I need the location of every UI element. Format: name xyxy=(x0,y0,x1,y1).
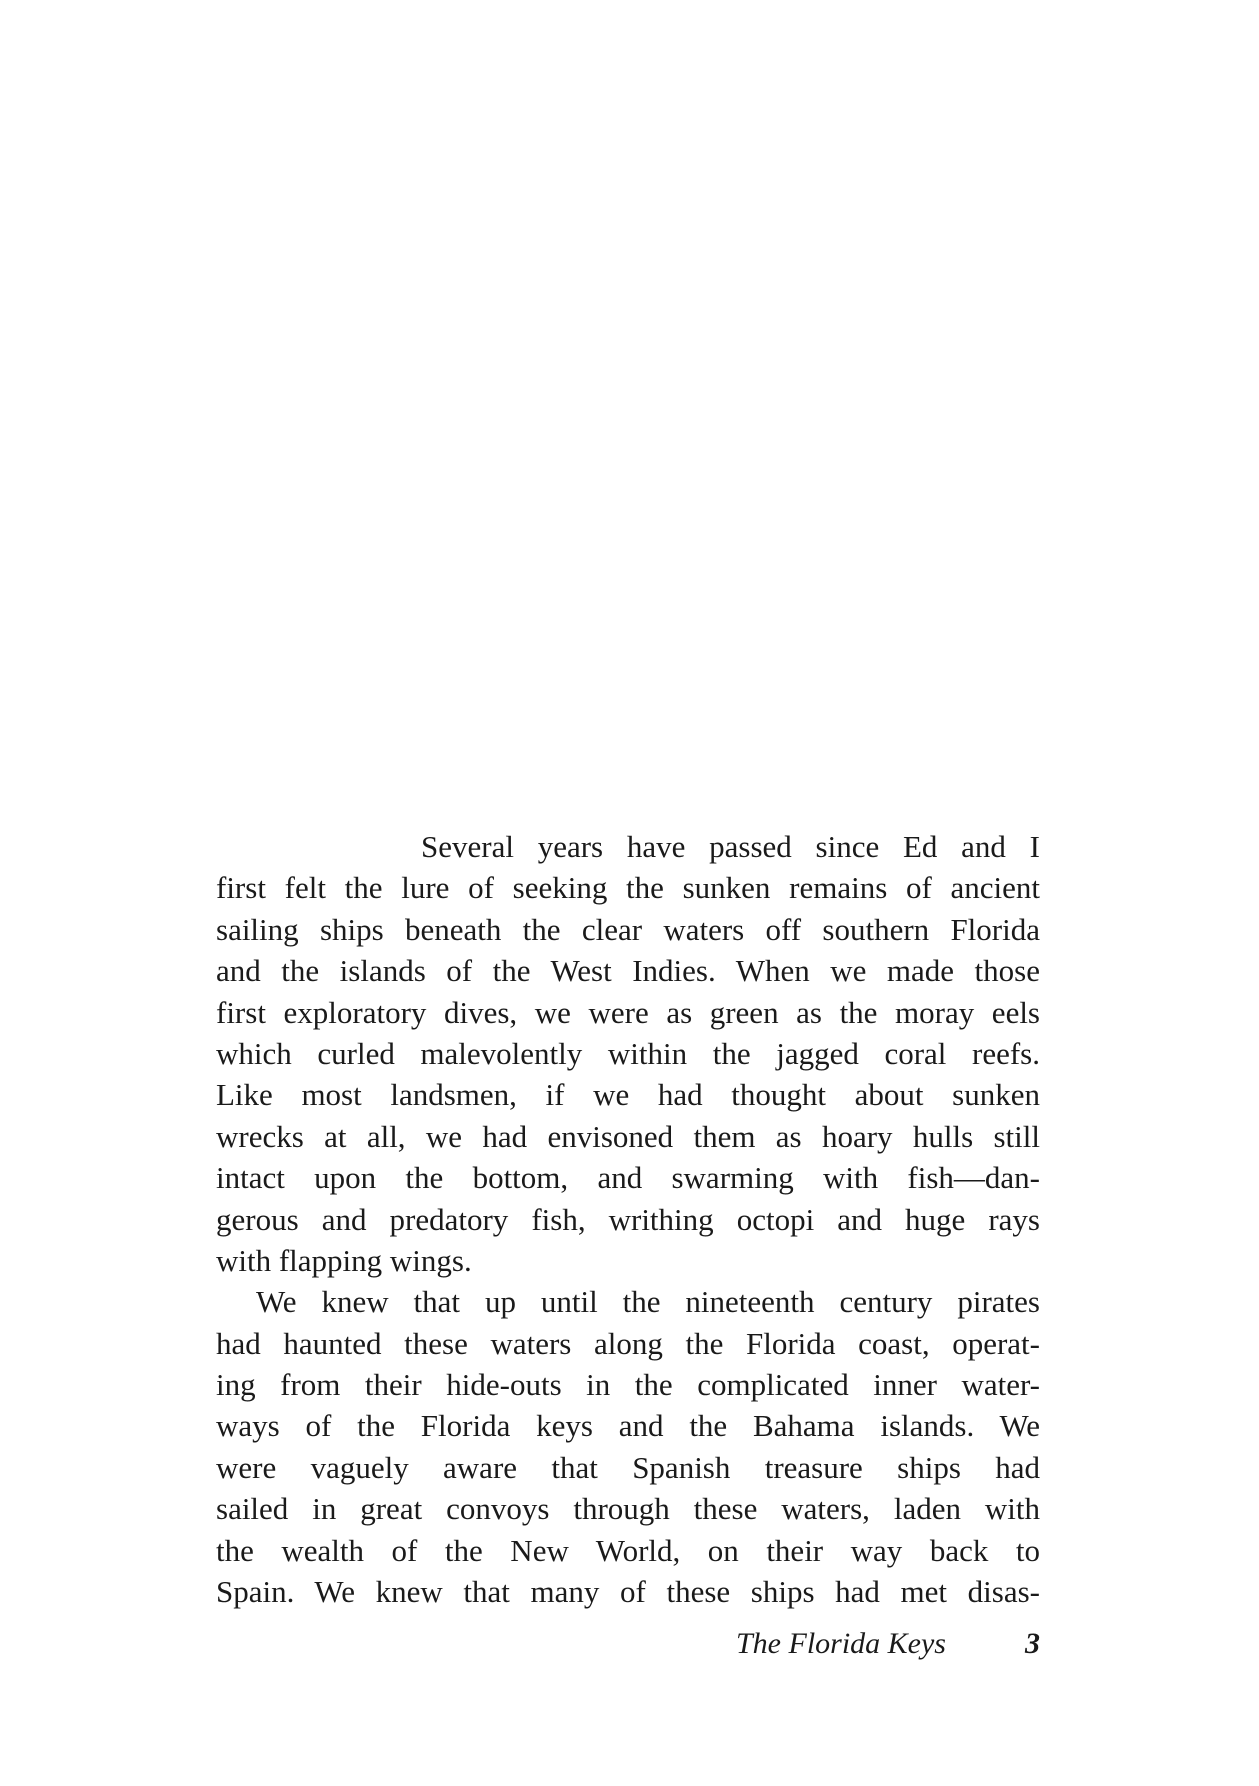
text-line: and the islands of the West Indies. When we made those xyxy=(216,953,1040,989)
paragraph-1 xyxy=(216,826,1040,1281)
running-head: The Florida Keys xyxy=(736,1627,946,1660)
text-line: which curled malevolently within the jagged coral reefs. xyxy=(216,1035,1040,1071)
text-line: gerous and predatory fish, writhing octopi and huge rays xyxy=(216,1201,1040,1237)
text-line: Like most landsmen, if we had thought about sunken xyxy=(216,1077,1040,1113)
text-line: wrecks at all, we had envisoned them as hoary hulls still xyxy=(216,1118,1040,1154)
text-line: Spain. We knew that many of these ships had met disas- xyxy=(216,1574,1040,1610)
text-line: Several years have passed since Ed and I xyxy=(421,829,1040,864)
text-line: had haunted these waters along the Florida coast, operat- xyxy=(216,1325,1040,1361)
text-line: We knew that up until the nineteenth century pirates xyxy=(256,1284,1040,1320)
text-line: were vaguely aware that Spanish treasure ships had xyxy=(216,1449,1040,1485)
text-line: intact upon the bottom, and swarming with fish—dan- xyxy=(216,1160,1040,1196)
text-line: ways of the Florida keys and the Bahama islands. We xyxy=(216,1408,1040,1444)
page-footer xyxy=(0,1622,1040,1666)
text-line: sailing ships beneath the clear waters off southern Florida xyxy=(216,911,1040,947)
text-line: first exploratory dives, we were as green as the moray eels xyxy=(216,994,1040,1030)
body-text xyxy=(216,826,1040,1612)
text-line: with flapping wings. xyxy=(216,1242,472,1278)
page-number: 3 xyxy=(1025,1627,1040,1660)
paragraph-2 xyxy=(216,1281,1040,1612)
text-line: first felt the lure of seeking the sunken remains of ancient xyxy=(216,870,1040,906)
text-line: sailed in great convoys through these waters, laden with xyxy=(216,1491,1040,1527)
text-line: ing from their hide-outs in the complicated inner water- xyxy=(216,1367,1040,1403)
text-line: the wealth of the New World, on their way back to xyxy=(216,1532,1040,1568)
